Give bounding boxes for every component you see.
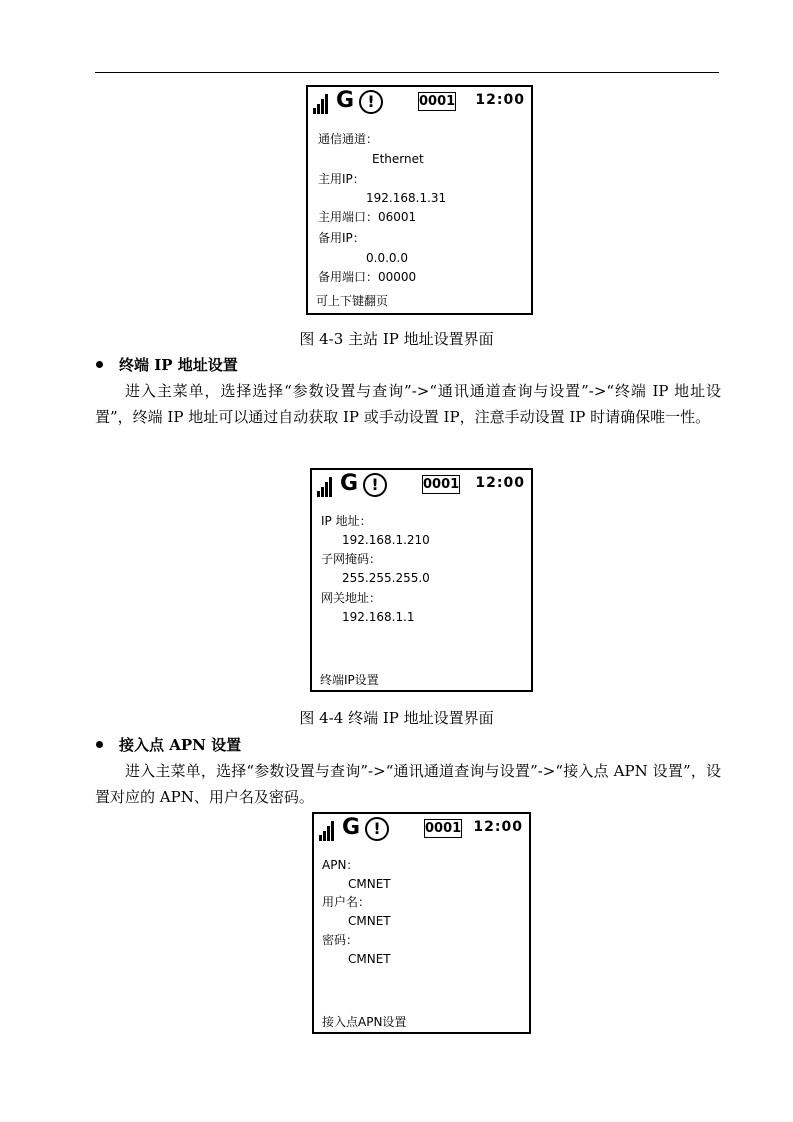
section-body: 进入主菜单，选择“参数设置与查询”->“通讯通道查询与设置”->“接入点 APN 设置”，设置对应的 APN、用户名及密码。 — [95, 762, 721, 806]
signal-strength-icon — [313, 92, 331, 114]
figure-caption: 图 4-4 终端 IP 地址设置界面 — [299, 709, 494, 727]
alert-icon: ! — [365, 817, 389, 841]
section-title: 终端 IP 地址设置 — [119, 356, 238, 374]
section-heading — [96, 735, 241, 755]
lcd-screen-master-ip — [306, 85, 533, 315]
alert-icon: ! — [363, 473, 387, 497]
label-backup-ip: 备用IP： — [318, 231, 365, 245]
label-backup-port: 备用端口：00000 — [318, 270, 417, 284]
header-rule — [95, 72, 719, 73]
clock: 12:00 — [473, 819, 523, 835]
label-primary-ip: 主用IP： — [318, 172, 365, 186]
label-subnet-mask: 子网掩码： — [321, 552, 382, 566]
label-gateway: 网关地址： — [321, 591, 382, 605]
status-bar — [308, 87, 531, 119]
value-subnet-mask: 255.255.255.0 — [342, 571, 430, 585]
signal-strength-icon — [319, 819, 337, 841]
value-backup-ip: 0.0.0.0 — [366, 251, 408, 265]
network-g-icon: G — [340, 471, 359, 496]
value-channel: Ethernet — [372, 152, 424, 166]
status-bar — [312, 470, 531, 502]
bullet-icon — [96, 361, 103, 368]
value-password: CMNET — [348, 952, 391, 966]
label-primary-port: 主用端口：06001 — [318, 210, 417, 224]
label-username: 用户名： — [322, 895, 371, 909]
lcd-screen-apn — [312, 812, 531, 1034]
network-g-icon: G — [336, 88, 355, 113]
screen-footer: 终端IP设置 — [320, 673, 379, 687]
label-channel: 通信通道： — [318, 132, 379, 146]
signal-strength-icon — [317, 475, 335, 497]
bullet-icon — [96, 741, 103, 748]
status-bar — [314, 814, 529, 846]
clock: 12:00 — [475, 475, 525, 491]
section-heading — [96, 355, 238, 375]
network-g-icon: G — [342, 815, 361, 840]
section-title: 接入点 APN 设置 — [119, 736, 242, 754]
label-ip-address: IP 地址： — [321, 514, 372, 528]
value-ip-address: 192.168.1.210 — [342, 533, 430, 547]
figure-caption: 图 4-3 主站 IP 地址设置界面 — [299, 330, 494, 348]
alert-icon: ! — [359, 90, 383, 114]
terminal-number: 0001 — [419, 94, 456, 109]
screen-footer: 接入点APN设置 — [322, 1015, 407, 1029]
value-gateway: 192.168.1.1 — [342, 610, 415, 624]
value-primary-ip: 192.168.1.31 — [366, 191, 447, 205]
terminal-number: 0001 — [425, 821, 462, 836]
terminal-number: 0001 — [423, 477, 460, 492]
lcd-screen-terminal-ip — [310, 468, 533, 692]
value-username: CMNET — [348, 914, 391, 928]
label-password: 密码： — [322, 933, 359, 947]
label-apn: APN： — [322, 858, 359, 872]
screen-footer: 可上下键翻页 — [316, 294, 389, 308]
value-apn: CMNET — [348, 877, 391, 891]
clock: 12:00 — [475, 92, 525, 108]
section-body: 进入主菜单，选择选择“参数设置与查询”->“通讯通道查询与设置”->“终端 IP 地址设置”，终端 IP 地址可以通过自动获取 IP 或手动设置 IP，注意手动设置 IP 时请确保唯一性。 — [95, 382, 721, 426]
